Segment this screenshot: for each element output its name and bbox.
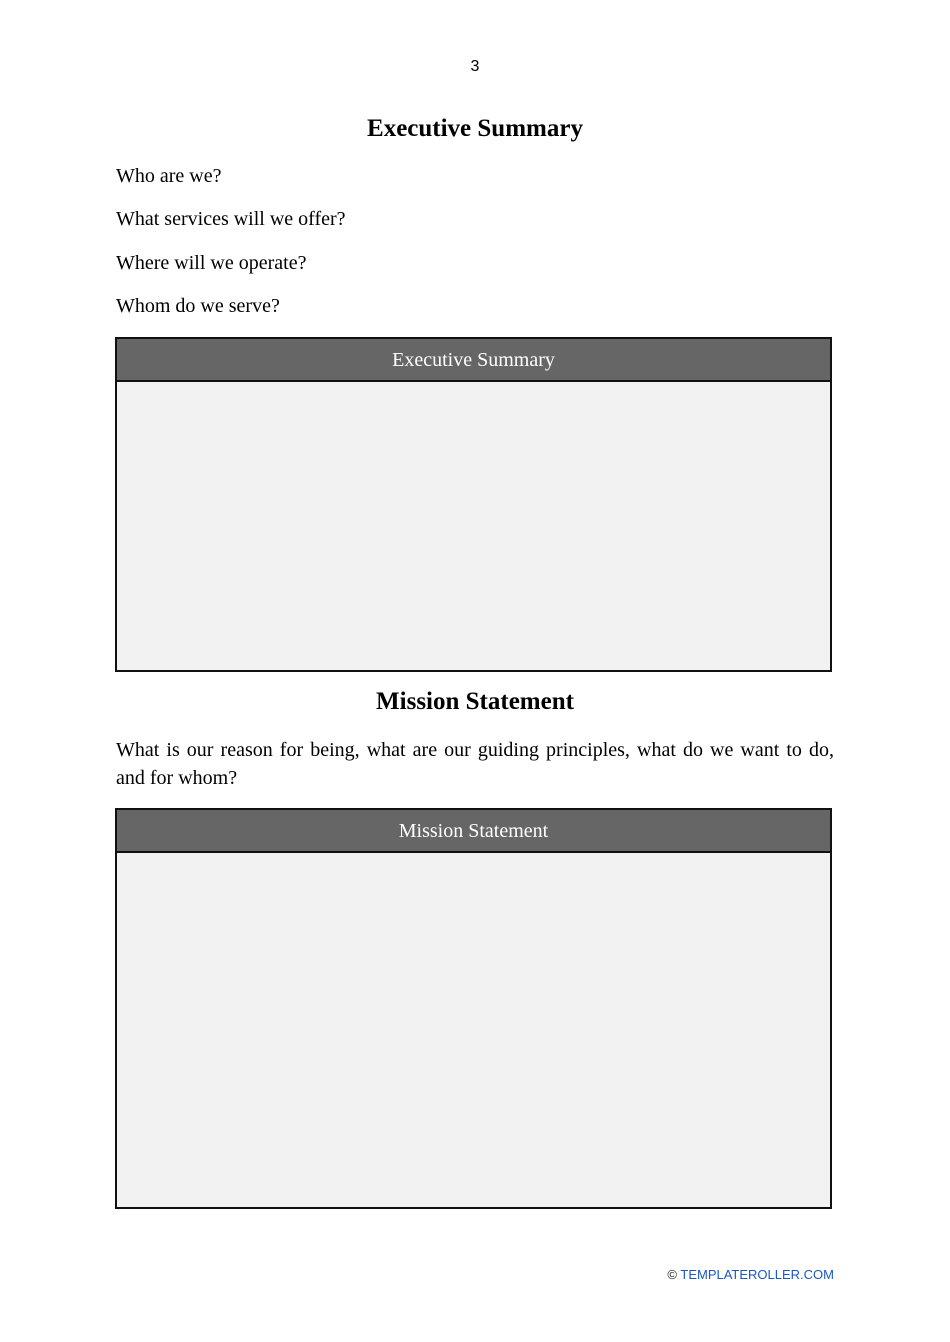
question-services: What services will we offer?: [116, 208, 346, 230]
executive-summary-box: [115, 337, 832, 672]
mission-statement-input-area[interactable]: [117, 853, 830, 1207]
mission-statement-heading: Mission Statement: [376, 688, 574, 715]
mission-statement-box-header: Mission Statement: [117, 810, 830, 853]
question-where-operate: Where will we operate?: [116, 252, 307, 274]
executive-summary-heading: Executive Summary: [367, 115, 583, 142]
page-number: 3: [470, 58, 480, 75]
executive-summary-input-area[interactable]: [117, 382, 830, 670]
question-who-are-we: Who are we?: [116, 165, 222, 187]
mission-statement-prompt: What is our reason for being, what are our guiding principles, what do we want to do, and for whom?: [116, 739, 834, 789]
footer-credit: [667, 1267, 834, 1282]
copyright-symbol: ©: [667, 1267, 677, 1282]
templateroller-link[interactable]: TEMPLATEROLLER.COM: [680, 1267, 834, 1282]
executive-summary-box-header: Executive Summary: [117, 339, 830, 382]
mission-statement-box: [115, 808, 832, 1209]
question-whom-serve: Whom do we serve?: [116, 295, 280, 317]
